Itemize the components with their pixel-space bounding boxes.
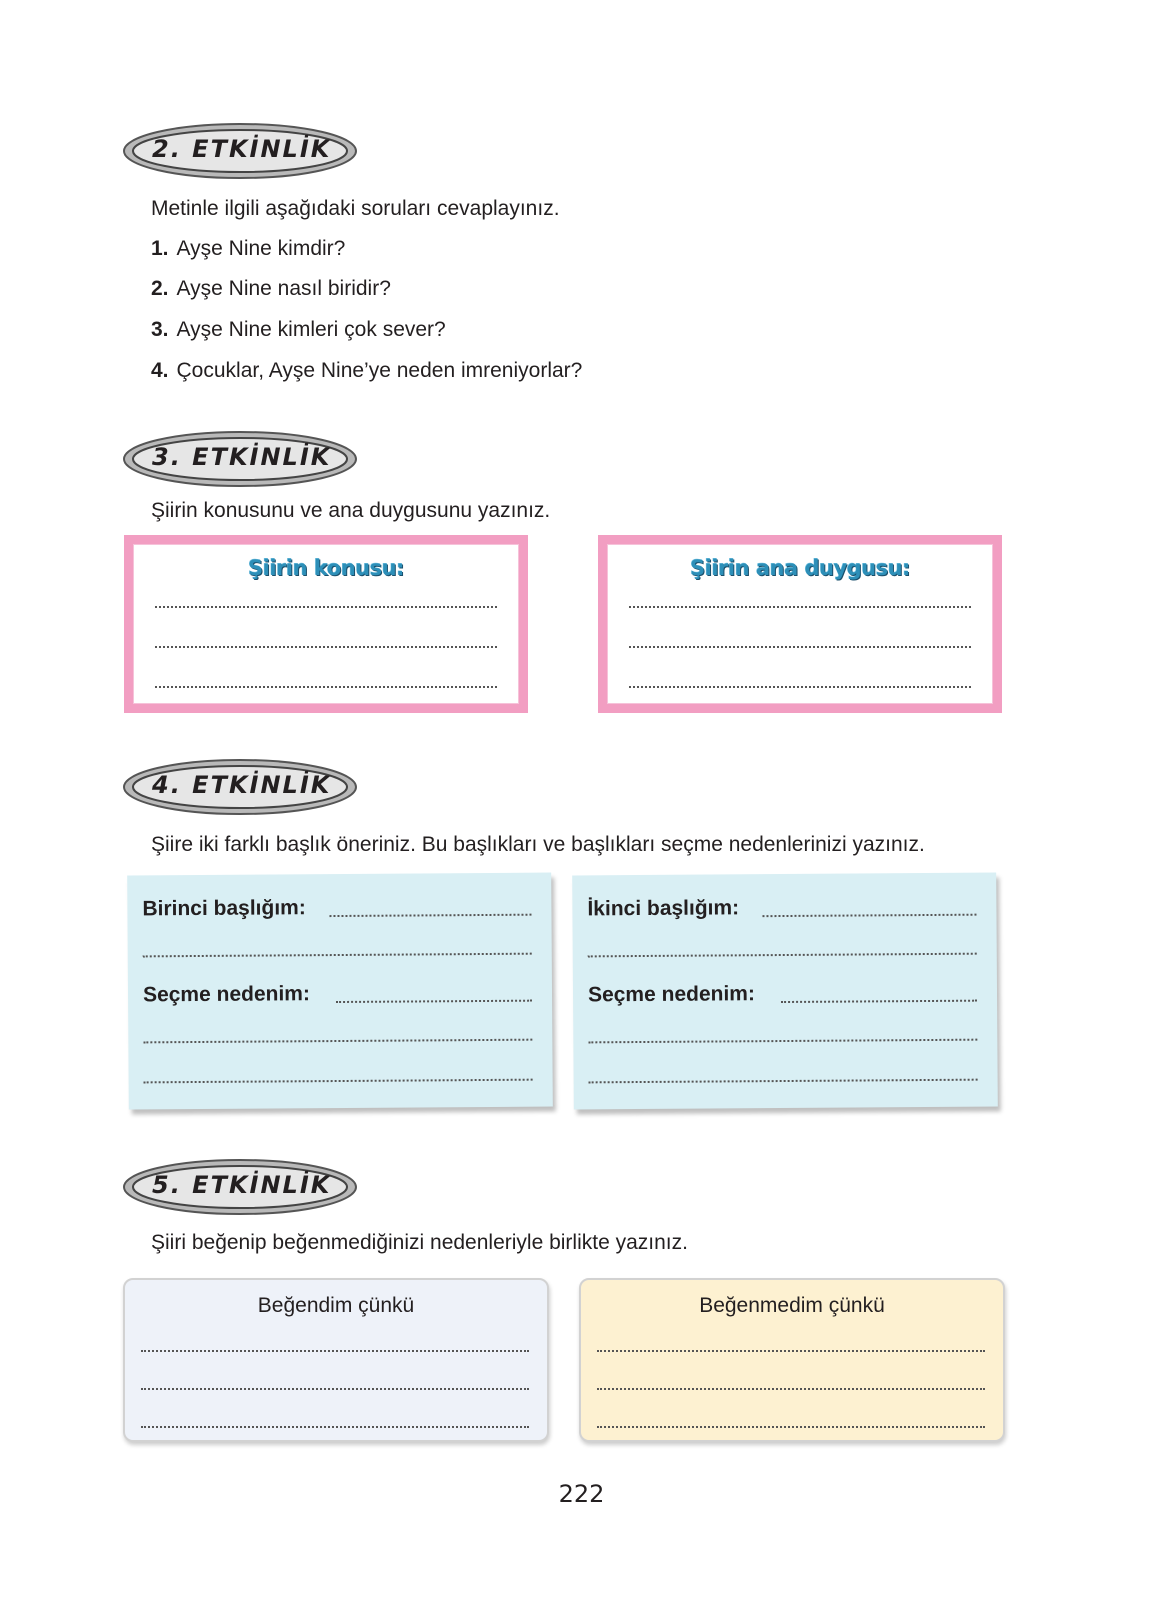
poem-topic-title: Şiirin konusu:	[248, 556, 404, 580]
activity-3-badge	[122, 430, 362, 488]
activity-5-instruction: Şiiri beğenip beğenmediğinizi nedenleriyle birlikte yazınız.	[151, 1231, 688, 1254]
answer-line[interactable]	[155, 606, 497, 608]
activity-2-badge	[122, 122, 362, 180]
poem-emotion-inner	[607, 544, 993, 704]
poem-topic-inner	[133, 544, 519, 704]
liked-title: Beğendim çünkü	[257, 1294, 415, 1317]
answer-line[interactable]	[762, 914, 976, 917]
activity-5-label: 5. ETKİNLİK	[152, 1171, 332, 1199]
question-3	[151, 317, 446, 343]
question-text: Ayşe Nine kimleri çok sever?	[176, 318, 446, 341]
question-4	[151, 358, 582, 384]
answer-line[interactable]	[589, 1079, 978, 1084]
answer-line[interactable]	[155, 646, 497, 648]
page-number: 222	[558, 1480, 605, 1508]
question-1	[151, 236, 345, 262]
activity-2-instruction: Metinle ilgili aşağıdaki soruları cevaplayınız.	[151, 197, 560, 220]
answer-line[interactable]	[329, 914, 531, 917]
answer-line[interactable]	[143, 953, 532, 958]
question-number: 2.	[151, 277, 169, 300]
answer-line[interactable]	[781, 1000, 977, 1003]
answer-line[interactable]	[143, 1039, 532, 1044]
activity-3-label: 3. ETKİNLİK	[152, 443, 332, 471]
poem-emotion-box	[598, 535, 1002, 713]
answer-line[interactable]	[588, 953, 977, 958]
answer-line[interactable]	[144, 1079, 533, 1084]
answer-line[interactable]	[141, 1388, 529, 1390]
activity-3-instruction: Şiirin konusunu ve ana duygusunu yazınız.	[151, 499, 551, 522]
disliked-title: Beğenmedim çünkü	[699, 1294, 885, 1317]
answer-line[interactable]	[336, 1000, 532, 1003]
answer-line[interactable]	[597, 1388, 985, 1390]
activity-4-badge	[122, 758, 362, 816]
question-text: Ayşe Nine nasıl biridir?	[176, 277, 391, 300]
answer-line[interactable]	[629, 646, 971, 648]
answer-line[interactable]	[629, 606, 971, 608]
reason-label: Seçme nedenim:	[142, 982, 311, 1007]
poem-topic-box	[124, 535, 528, 713]
first-title-note	[127, 873, 553, 1110]
answer-line[interactable]	[141, 1426, 529, 1428]
second-title-label: İkinci başlığım:	[587, 896, 740, 921]
reason-label: Seçme nedenim:	[587, 982, 756, 1007]
question-number: 4.	[151, 359, 169, 382]
answer-line[interactable]	[141, 1350, 529, 1352]
liked-box	[123, 1278, 549, 1442]
activity-5-badge	[122, 1158, 362, 1216]
poem-emotion-title: Şiirin ana duygusu:	[690, 556, 910, 580]
question-2	[151, 276, 391, 302]
activity-2-label: 2. ETKİNLİK	[152, 135, 332, 163]
question-text: Çocuklar, Ayşe Nine’ye neden imreniyorlar?	[176, 359, 583, 382]
first-title-label: Birinci başlığım:	[142, 896, 306, 921]
answer-line[interactable]	[629, 686, 971, 688]
second-title-note	[572, 873, 998, 1110]
question-number: 1.	[151, 237, 169, 260]
activity-4-instruction: Şiire iki farklı başlık öneriniz. Bu başlıkları ve başlıkları seçme nedenlerinizi yazınız.	[151, 833, 925, 856]
answer-line[interactable]	[597, 1426, 985, 1428]
activity-4-label: 4. ETKİNLİK	[152, 771, 332, 799]
answer-line[interactable]	[597, 1350, 985, 1352]
answer-line[interactable]	[588, 1039, 977, 1044]
question-text: Ayşe Nine kimdir?	[176, 237, 346, 260]
question-number: 3.	[151, 318, 169, 341]
answer-line[interactable]	[155, 686, 497, 688]
disliked-box	[579, 1278, 1005, 1442]
